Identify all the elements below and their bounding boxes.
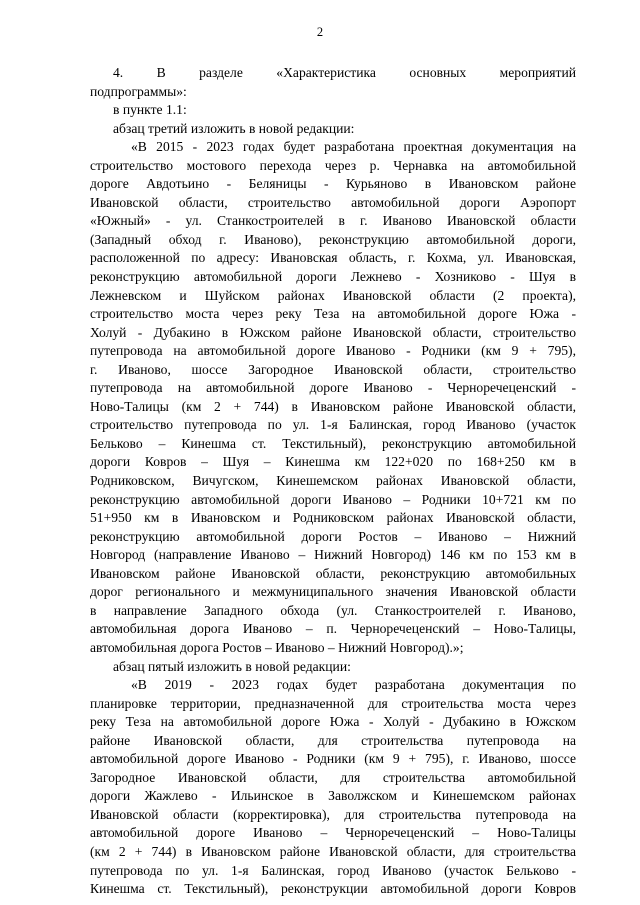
- paragraph-line: путепровода на автомобильной дороге Иваново - Родники (км 9 + 795),: [90, 343, 576, 359]
- instruction-line: абзац пятый изложить в новой редакции:: [113, 658, 351, 674]
- paragraph-line: автомобильная дорога Иваново – п. Черноречеценский – Ново-Талицы,: [90, 621, 576, 637]
- paragraph-line: г. Иваново, шоссе Загородное Ивановской области, строительство: [90, 361, 576, 377]
- paragraph-line: Ново-Талицы (км 2 + 744) в Ивановском районе Ивановской области,: [90, 398, 576, 414]
- instruction-line: абзац третий изложить в новой редакции:: [113, 120, 355, 136]
- section-heading-line: 4. В разделе «Характеристика основных мероприятий: [113, 65, 576, 80]
- paragraph-line: Ивановской области (корректировка), для строительства путепровода на: [90, 806, 576, 822]
- paragraph-line: Ивановской области, строительство автомобильной дороги Аэропорт: [90, 194, 576, 210]
- paragraph-line: «В 2015 - 2023 годах будет разработана проектная документация на: [131, 139, 576, 155]
- paragraph-line: «Южный» - ул. Станкостроителей в г. Иваново Ивановской области: [90, 213, 576, 229]
- paragraph-line: (км 2 + 744) в Ивановском районе Ивановской области, для строительства: [90, 843, 576, 859]
- paragraph-line: «В 2019 - 2023 годах будет разработана документация по: [131, 677, 576, 693]
- paragraph-line: (Западный обход г. Иваново), реконструкцию автомобильной дороги,: [90, 231, 576, 247]
- paragraph-line: Ивановском районе Ивановской области, реконструкцию автомобильных: [90, 565, 576, 581]
- section-heading-line: подпрограммы»:: [90, 83, 187, 99]
- document-body: [90, 64, 576, 899]
- paragraph-line: Родниковском, Вичугском, Кинешемском районах Ивановской области,: [90, 473, 576, 489]
- paragraph-line: реконструкцию автомобильной дороги Иваново – Родники 10+721 км по: [90, 491, 576, 507]
- paragraph-line: путепровода на автомобильной дороге Иваново - Черноречеценский -: [90, 380, 576, 396]
- paragraph-line: Новгород (направление Иваново – Нижний Новгород) 146 км по 153 км в: [90, 547, 576, 563]
- paragraph-line: реку Теза на автомобильной дороге Южа - Холуй - Дубакино в Южском: [90, 714, 576, 730]
- paragraph-line: путепровода по ул. 1-я Балинская, город Иваново (участок Бельково -: [90, 862, 576, 878]
- paragraph-line: районе Ивановской области, для строительства путепровода на: [90, 732, 576, 748]
- paragraph-line: дорог регионального и межмуниципального значения Ивановской области: [90, 584, 576, 600]
- paragraph-line: строительство мостового перехода через р. Чернавка на автомобильной: [90, 157, 576, 173]
- paragraph-line: Холуй - Дубакино в Южском районе Ивановской области, строительство: [90, 324, 576, 340]
- paragraph-line: строительство путепровода по ул. 1-я Балинская, город Иваново (участок: [90, 417, 576, 433]
- paragraph-line: Загородное Ивановской области, для строительства автомобильной: [90, 769, 576, 785]
- page-number: 2: [316, 25, 324, 39]
- paragraph-line: в направление Западного обхода (ул. Станкостроителей г. Иваново,: [90, 602, 576, 618]
- paragraph-line: автомобильной дороге Иваново - Родники (км 9 + 795), г. Иваново, шоссе: [90, 751, 576, 767]
- paragraph-line: реконструкцию автомобильной дороги Ростов – Иваново – Нижний: [90, 528, 576, 544]
- paragraph-line: Лежневском и Шуйском районах Ивановской области (2 проекта),: [90, 287, 576, 303]
- paragraph-line: Бельково – Кинешма ст. Текстильный), реконструкцию автомобильной: [90, 435, 576, 451]
- paragraph-line: автомобильная дорога Ростов – Иваново – Нижний Новгород).»;: [90, 639, 464, 655]
- paragraph-line: строительство моста через реку Теза на автомобильной дороге Южа -: [90, 306, 576, 322]
- paragraph-line: дороге Авдотьино - Беляницы - Курьяново в Ивановском районе: [90, 176, 576, 192]
- paragraph-line: дороги Жажлево - Ильинское в Заволжском и Кинешемском районах: [90, 788, 576, 804]
- paragraph-line: планировке территории, предназначенной для строительства моста через: [90, 695, 576, 711]
- paragraph-line: Кинешма ст. Текстильный), реконструкции автомобильной дороги Ковров: [90, 881, 576, 897]
- paragraph-line: автомобильной дороге Иваново – Черноречеценский – Ново-Талицы: [90, 825, 576, 841]
- paragraph-line: дороги Ковров – Шуя – Кинешма км 122+020 по 168+250 км в: [90, 454, 576, 470]
- paragraph-line: расположенной по адресу: Ивановская область, г. Кохма, ул. Ивановская,: [90, 250, 576, 266]
- item-reference-line: в пункте 1.1:: [113, 102, 187, 118]
- paragraph-line: реконструкцию автомобильной дороги Лежнево - Хозниково - Шуя в: [90, 269, 576, 285]
- paragraph-line: 51+950 км в Ивановском и Родниковском районах Ивановской области,: [90, 510, 576, 526]
